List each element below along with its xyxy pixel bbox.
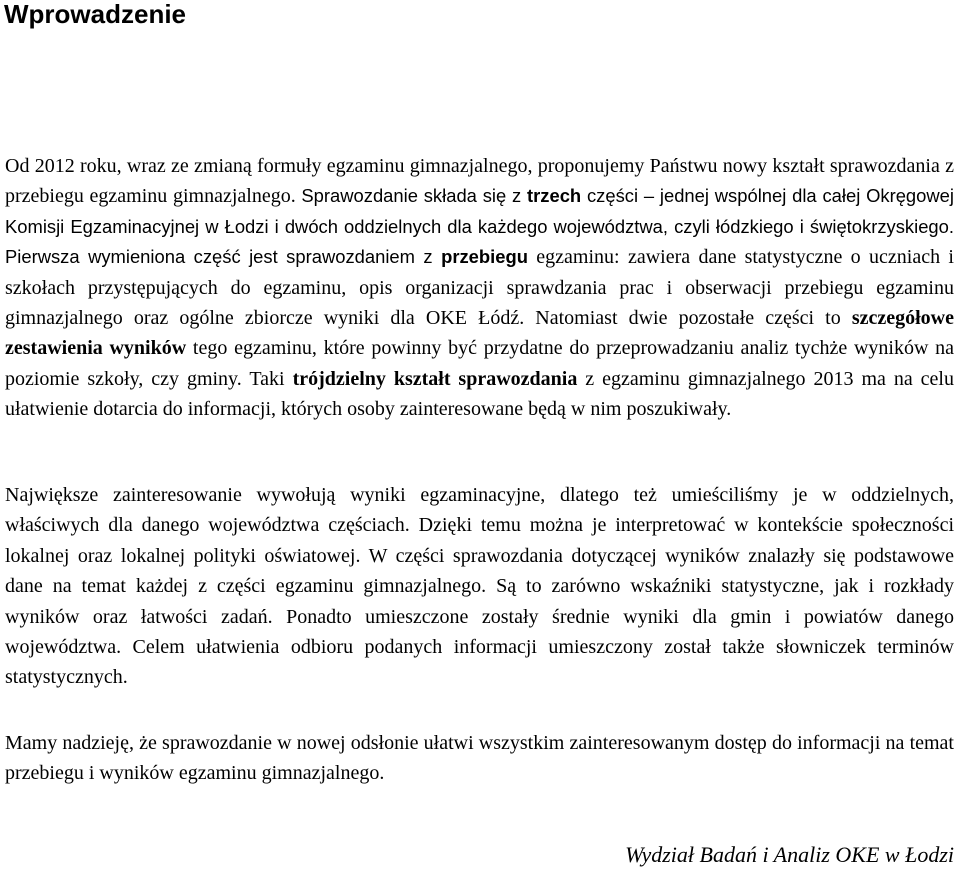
closing-paragraph: Mamy nadzieję, że sprawozdanie w nowej odsłonie ułatwi wszystkim zainteresowanym dostęp do informacji na temat przebiegu i wyników egzaminu gimnazjalnego. [5, 732, 954, 785]
paragraph-text: tego egzaminu, które powinny być przydatne do przeprowadzaniu analiz tychże wyników na poziomie szkoły, czy gminy. Taki [5, 337, 954, 390]
paragraph-text: z egzaminu gimnazjalnego 2013 ma na celu ułatwienie dotarcia do informacji, których osoby zainteresowane będą w nim poszukiwały. [5, 367, 954, 421]
results-paragraph: Największe zainteresowanie wywołują wyniki egzaminacyjne, dlatego też umieściliśmy je w oddzielnych, właściwych dla danego województwa częściach. Dzięki temu można je interpretować w kontekście społeczności lokalnej oraz lokalnej polityki oświatowej. W części sprawozdania dotyczącej wyników znalazły się podstawowe dane na temat każdej z części egzaminu gimnazjalnego. Są to zarówno wskaźniki statystyczne, jak i rozkłady wyników oraz łatwości zadań. Ponadto umieszczone zostały średnie wyniki dla gmin i powiatów danego województwa. Celem ułatwienia odbioru podanych informacji umieszczony został także słowniczek terminów statystycznych. [5, 484, 954, 689]
page-title: Wprowadzenie [4, 0, 187, 29]
paragraph-text: egzaminu: zawiera dane statystyczne o uczniach i szkołach przystępujących do egzaminu, opis organizacji sprawdzania prac i obserwacji przebiegu egzaminu gimnazjalnego oraz ogólne zbiorcze wyniki dla OKE Łódź. Natomiast dwie pozostałe części to [5, 246, 954, 330]
paragraph-text: Od 2012 roku, wraz ze zmianą formuły egzaminu gimnazjalnego, proponujemy Państwu nowy kształt sprawozdania z przebiegu egzaminu gimnazjalnego. [5, 155, 954, 208]
emphasis-text: przebiegu [441, 246, 528, 268]
paragraph-text: części – jednej wspólnej dla całej Okręgowej Komisji Egzaminacyjnej w Łodzi i dwóch oddzielnych dla każdego województwa, czyli łódzkiego i świętokrzyskiego. Pierwsza wymieniona część jest sprawozdaniem z [5, 185, 954, 268]
emphasis-text: trzech [527, 185, 582, 207]
paragraph-text: Sprawozdanie składa się z [301, 185, 527, 207]
emphasis-text: trójdzielny kształt sprawozdania [292, 367, 578, 390]
signature: Wydział Badań i Analiz OKE w Łodzi [625, 842, 954, 867]
emphasis-text: szczegółowe zestawienia wyników [5, 307, 954, 360]
intro-paragraph [5, 151, 954, 425]
